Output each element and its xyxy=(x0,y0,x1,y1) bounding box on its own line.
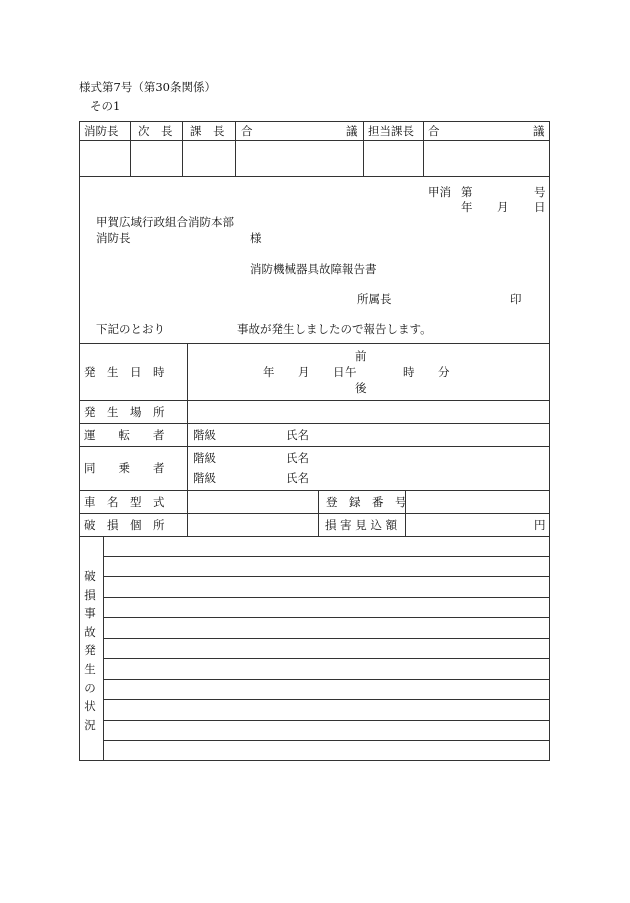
row-line xyxy=(79,536,550,537)
form-number: 様式第7号（第30条関係） xyxy=(79,80,216,94)
situation-rule xyxy=(103,658,550,659)
approval-consult-label: 合 xyxy=(241,124,253,138)
document-title: 消防機械器具故障報告書 xyxy=(250,262,377,276)
situation-label-divider xyxy=(103,536,104,761)
approval-fire-chief-label: 消防長 xyxy=(84,124,119,138)
intro-text-1: 下記のとおり xyxy=(96,322,165,336)
situation-char: 発 xyxy=(84,643,96,658)
occurrence-datetime-label: 発 生 日 時 xyxy=(84,365,165,379)
situation-rule xyxy=(103,720,550,721)
approval-consult-label: 議 xyxy=(346,124,358,138)
passenger-rank-label: 階級 xyxy=(193,451,216,465)
approval-divider xyxy=(235,121,236,176)
approval-divider xyxy=(130,121,131,176)
passenger-rank-label: 階級 xyxy=(193,471,216,485)
seal-mark: 印 xyxy=(510,292,522,306)
reporter-label: 所属長 xyxy=(357,292,392,306)
doc-no-dai: 第 xyxy=(461,185,473,199)
minute-label: 分 xyxy=(438,365,450,379)
approval-section-chief-label: 課 長 xyxy=(190,124,225,138)
situation-char: 事 xyxy=(84,606,96,621)
approval-header-line xyxy=(79,140,550,141)
label-column-divider xyxy=(187,343,188,536)
situation-char: 状 xyxy=(84,699,96,714)
hour-label: 時 xyxy=(403,365,415,379)
doc-prefix: 甲消 xyxy=(428,185,451,199)
passenger-name-label: 氏名 xyxy=(286,471,309,485)
approval-consult-label: 合 xyxy=(428,124,440,138)
date-month: 月 xyxy=(497,200,509,214)
situation-label-vertical xyxy=(82,567,98,734)
approval-divider xyxy=(363,121,364,176)
row-line xyxy=(79,400,550,401)
form-part: その1 xyxy=(90,99,121,113)
row-line xyxy=(79,446,550,447)
situation-rule xyxy=(103,679,550,680)
registration-label: 登 録 番 号 xyxy=(326,495,407,509)
situation-char: 況 xyxy=(84,717,96,732)
situation-rule xyxy=(103,597,550,598)
situation-char: 生 xyxy=(84,661,96,676)
pm-mark: 後 xyxy=(355,381,367,395)
am-mark: 前 xyxy=(355,349,367,363)
approval-deputy-label: 次 長 xyxy=(138,124,173,138)
situation-char: の xyxy=(84,680,96,695)
organization-name: 甲賀広域行政組合消防本部 xyxy=(96,215,234,229)
damage-estimate-label: 損 害 見 込 額 xyxy=(325,518,398,532)
situation-rule xyxy=(103,638,550,639)
column-divider xyxy=(318,490,319,536)
situation-rule xyxy=(103,699,550,700)
driver-name-label: 氏名 xyxy=(286,428,309,442)
row-line xyxy=(79,513,550,514)
place-label: 発 生 場 所 xyxy=(84,405,165,419)
addressee: 消防長 xyxy=(96,231,131,245)
driver-rank-label: 階級 xyxy=(193,428,216,442)
row-line xyxy=(79,423,550,424)
passenger-name-label: 氏名 xyxy=(286,451,309,465)
honorific: 様 xyxy=(250,231,262,245)
noon-mark: 午 xyxy=(345,365,357,379)
situation-char: 損 xyxy=(84,587,96,602)
month-label: 月 xyxy=(298,365,310,379)
doc-no-go: 号 xyxy=(534,185,546,199)
date-day: 日 xyxy=(534,200,546,214)
yen-label: 円 xyxy=(534,518,546,532)
damaged-part-label: 破 損 個 所 xyxy=(84,518,165,532)
approval-responsible-label: 担当課長 xyxy=(368,124,414,138)
approval-divider xyxy=(182,121,183,176)
situation-char: 破 xyxy=(84,569,96,583)
situation-char: 故 xyxy=(84,624,96,639)
row-line xyxy=(79,490,550,491)
situation-rule xyxy=(103,617,550,618)
situation-rule xyxy=(103,576,550,577)
intro-text-2: 事故が発生しましたので報告します。 xyxy=(237,322,432,336)
vehicle-model-label: 車 名 型 式 xyxy=(84,495,165,509)
approval-consult-label: 議 xyxy=(533,124,545,138)
date-year: 年 xyxy=(461,200,473,214)
approval-divider xyxy=(423,121,424,176)
situation-rule xyxy=(103,740,550,741)
year-label: 年 xyxy=(263,365,275,379)
passenger-label: 同 乗 者 xyxy=(84,461,165,475)
row-line xyxy=(79,343,550,344)
driver-label: 運 転 者 xyxy=(84,428,165,442)
approval-bottom-line xyxy=(79,176,550,177)
day-label: 日 xyxy=(333,365,345,379)
situation-rule xyxy=(103,556,550,557)
